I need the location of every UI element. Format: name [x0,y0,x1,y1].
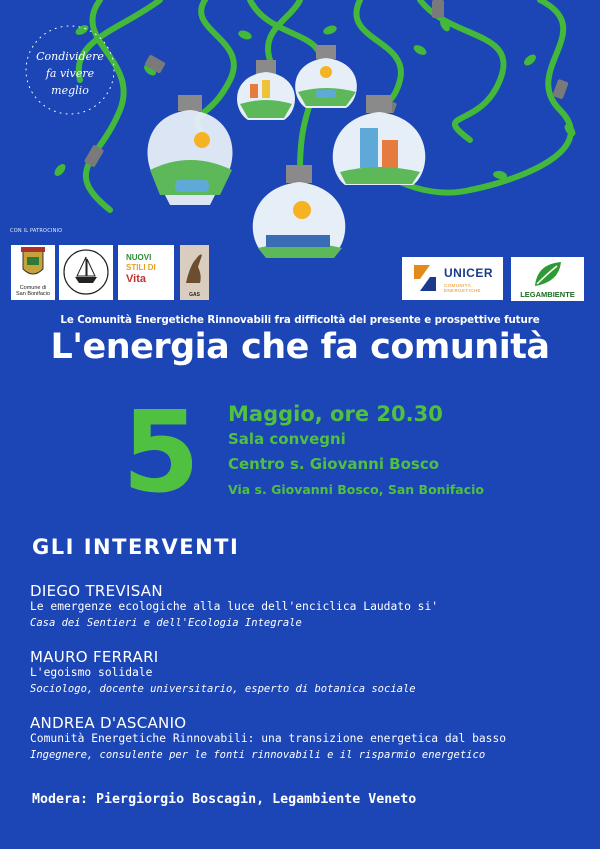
event-address: Via s. Giovanni Bosco, San Bonifacio [228,482,485,497]
coat-of-arms-icon [11,245,55,283]
gas-caption: GAS [189,292,200,298]
legambiente-name: LEGAMBIENTE [520,290,575,299]
speaker-talk: L'egoismo solidale [30,666,153,679]
legambiente-leaf-icon [533,260,563,288]
gas-logo [180,245,209,300]
speaker-item [30,649,416,698]
slogan-badge [22,22,118,118]
speaker-name: DIEGO TREVISAN [30,582,163,600]
event-day-number: 5 [122,388,200,518]
kangaroo-icon [180,245,209,289]
unita-pastorale-logo [59,245,113,300]
badge-line-2: fa vivere [45,67,95,80]
speaker-role: Ingegnere, consulente per le fonti rinnovabili e il risparmio energetico [30,749,486,761]
event-details [228,401,484,502]
badge-line-3: meglio [51,84,89,97]
event-venue: Centro s. Giovanni Bosco [228,455,440,473]
nsv-line-1: NUOVI [126,253,152,262]
speaker-role: Sociologo, docente universitario, esperto di botanica sociale [30,683,416,695]
event-date-time: Maggio, ore 20.30 [228,402,443,426]
speaker-name: ANDREA D'ASCANIO [30,714,187,732]
speaker-talk: Comunità Energetiche Rinnovabili: una transizione energetica dal basso [30,732,507,745]
nsv-line-2: STILI DI [126,263,156,272]
unicer-logo [402,257,503,300]
page-title: L'energia che fa comunità [50,327,550,367]
unicer-sub-1: COMUNITÀ [444,283,472,288]
event-room: Sala convegni [228,430,346,448]
nuovi-stili-di-vita-logo [118,245,174,300]
boat-emblem-icon [59,245,113,300]
comune-logo [11,245,55,300]
comune-caption-1: Comune di [19,285,47,291]
comune-caption-2: San Bonifacio [16,291,50,297]
badge-line-1: Condividere [36,50,104,63]
speaker-item [30,583,438,632]
event-subtitle: Le Comunità Energetiche Rinnovabili fra difficoltà del presente e prospettive future [60,314,540,326]
speaker-role: Casa dei Sentieri e dell'Ecologia Integrale [30,617,302,629]
speaker-item [30,715,506,764]
moderator-line: Modera: Piergiorgio Boscagin, Legambiente Veneto [32,792,417,807]
section-heading: GLI INTERVENTI [32,535,240,559]
speaker-talk: Le emergenze ecologiche alla luce dell'enciclica Laudato si' [30,600,439,613]
legambiente-logo [511,257,584,301]
unicer-sub-2: ENERGETICHE [444,288,481,293]
unicer-name: UNICER [444,266,494,280]
unicer-bolt-icon [410,263,440,293]
nsv-line-3: Vita [126,273,146,285]
speaker-name: MAURO FERRARI [30,648,159,666]
patrocinio-label: CON IL PATROCINIO [10,228,63,234]
